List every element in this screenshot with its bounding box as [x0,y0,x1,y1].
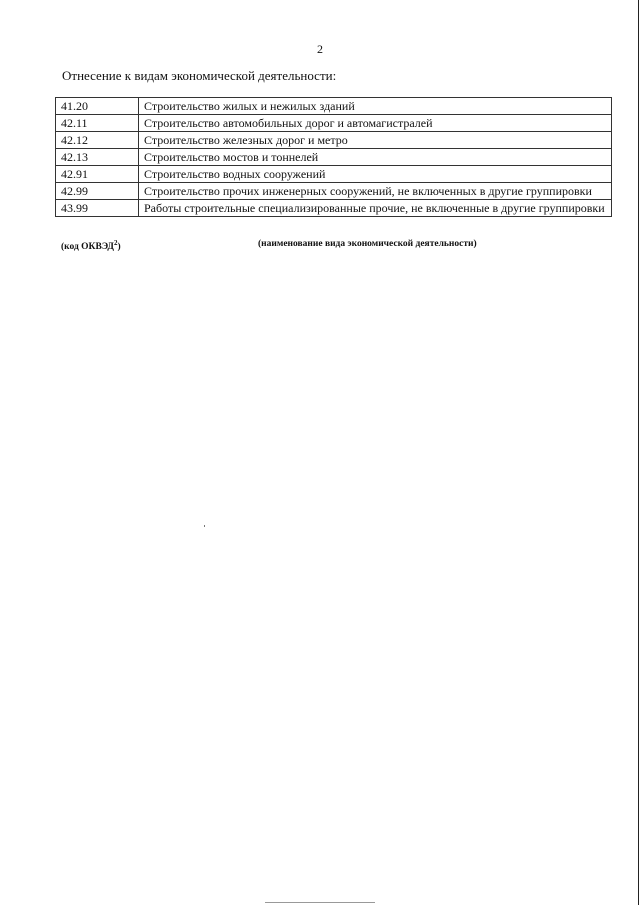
scan-speck [204,525,205,527]
activity-name: Строительство железных дорог и метро [139,132,612,149]
code-caption [61,239,121,252]
table-row [56,166,612,183]
page-number: 2 [317,42,323,56]
page-edge-line [638,0,639,905]
code-caption-close: ) [117,242,121,253]
activity-name: Строительство автомобильных дорог и автомагистралей [139,115,612,132]
activity-name: Строительство водных сооружений [139,166,612,183]
okved-code: 43.99 [56,200,139,217]
code-caption-label: (код ОКВЭД [61,242,114,253]
table-row [56,132,612,149]
table-row [56,149,612,166]
table-row [56,115,612,132]
okved-code: 42.91 [56,166,139,183]
okved-code: 42.11 [56,115,139,132]
okved-code: 41.20 [56,98,139,115]
table-row [56,98,612,115]
okved-code: 42.99 [56,183,139,200]
name-caption: (наименование вида экономической деятельности) [258,239,477,249]
footnote-mark: 2 [113,239,118,247]
activity-name: Работы строительные специализированные прочие, не включенные в другие группировки [139,200,612,217]
okved-code: 42.12 [56,132,139,149]
section-heading: Отнесение к видам экономической деятельности: [62,68,337,83]
activity-name: Строительство мостов и тоннелей [139,149,612,166]
table-row [56,200,612,217]
activity-name: Строительство жилых и нежилых зданий [139,98,612,115]
activity-name: Строительство прочих инженерных сооружений, не включенных в другие группировки [139,183,612,200]
scan-mark [265,902,375,903]
okved-table [55,97,612,217]
okved-code: 42.13 [56,149,139,166]
table-row [56,183,612,200]
